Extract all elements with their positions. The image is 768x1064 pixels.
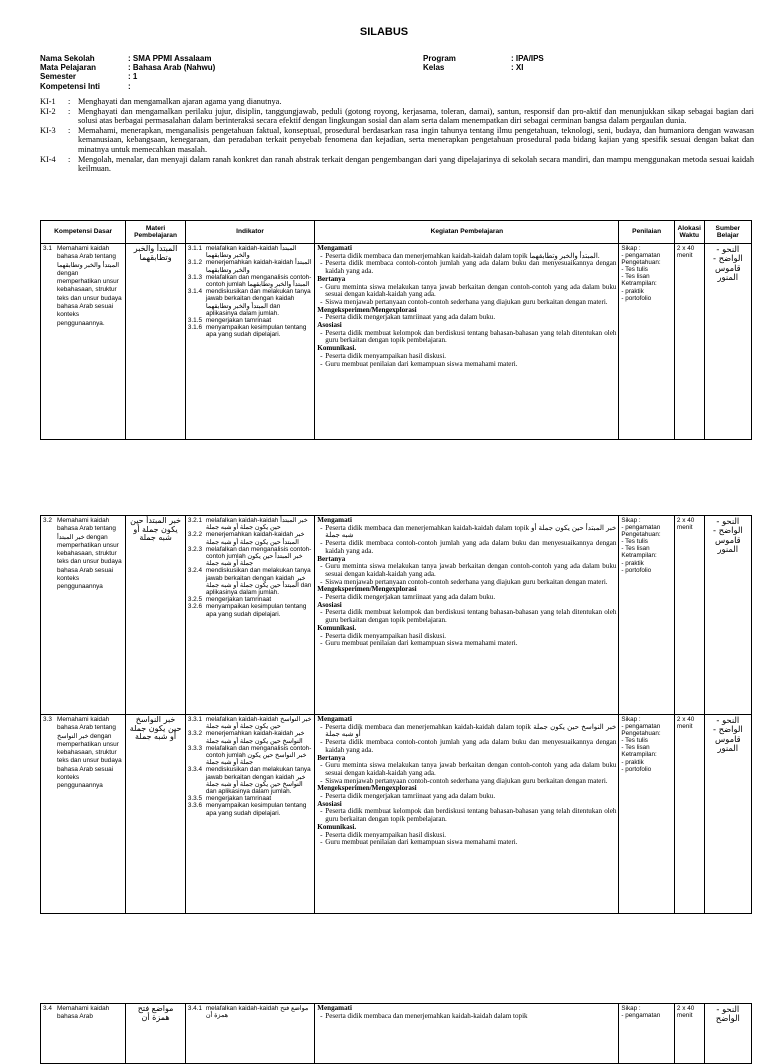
meta-value: : 1 [128, 72, 138, 82]
kegiatan-item [317, 284, 616, 299]
meta-key: Mata Pelajaran [40, 63, 97, 73]
syllabus-table-continued [40, 515, 752, 914]
indikator-text: melafalkan dan menganalisis contoh-contoh jumlah خبر النواسخ حين يكون جملة أو شبه جملة [205, 744, 312, 767]
kegiatan-item [317, 839, 616, 847]
bullet-dash: - [320, 251, 323, 260]
indikator-text: melafalkan kaidah-kaidah مواضع فتح همزة أن [205, 1005, 309, 1020]
kegiatan-text: Peserta didik mengerjakan tamriinaat yang ada dalam buku. [325, 593, 496, 602]
kegiatan-item [317, 808, 616, 823]
table-row [41, 244, 752, 440]
indikator-number: 3.1.6 [187, 324, 203, 332]
meta-key: Nama Sekolah [40, 54, 95, 63]
bullet-dash: - [320, 328, 323, 337]
kegiatan-text: Peserta didik menyampaikan hasil diskusi. [325, 830, 447, 839]
indikator-number: 3.2.1 [187, 517, 203, 524]
ki-label: KI-4 [40, 154, 56, 164]
penilaian-item: Sikap : [621, 245, 641, 252]
kegiatan-text: Peserta didik membuat kelompok dan berdiskusi tentang bahasan-bahasan yang telah ditentukan oleh guru berkaitan dengan topik pembelajaran. [325, 807, 617, 824]
indikator-number: 3.3.2 [187, 730, 203, 738]
bullet-dash: - [320, 523, 323, 532]
kegiatan-text: Peserta didik membaca dan menerjemahkan kaidah-kaidah dalam topik [325, 1011, 528, 1020]
sumber-belajar-cell: - النحو الواضح - قاموس المنور [704, 516, 751, 715]
penilaian-item: Pengetahuan: [621, 730, 661, 738]
kompetensi-inti-list [40, 97, 754, 174]
indikator-item [188, 531, 312, 545]
kegiatan-item [317, 330, 616, 345]
penilaian-item: - praktik [621, 287, 644, 295]
kd-number: 3.1 [43, 245, 52, 252]
indikator-item [188, 1005, 312, 1019]
indikator-number: 3.2.5 [187, 596, 203, 604]
indikator-number: 3.3.1 [187, 716, 203, 723]
indikator-number: 3.3.6 [187, 802, 203, 810]
indikator-text: mendiskusikan dan melakukan tanya jawab berkaitan dengan kaidah المبتدأ والخبر وتطابقهما dan aplikasinya dalam jumlah. [205, 288, 311, 317]
indikator-item [188, 716, 312, 730]
penilaian-item: Ketrampilan: [621, 552, 657, 560]
bullet-dash: - [320, 776, 323, 785]
kegiatan-heading: Bertanya [317, 753, 346, 762]
indikator-item [188, 317, 312, 324]
indikator-item [188, 795, 312, 802]
indikator-number: 3.4.1 [187, 1005, 203, 1012]
bullet-dash: - [320, 761, 323, 770]
indikator-item [188, 324, 312, 338]
meta-value: : IPA/IPS [511, 54, 544, 63]
kegiatan-text: Peserta didik membaca contoh-contoh jumlah yang ada dalam buku dan menyesuaikannya dengan kaidah yang ada. [325, 259, 617, 276]
meta-value: : [128, 81, 131, 91]
kegiatan-item [317, 762, 616, 777]
indikator-text: menyampaikan kesimpulan tentang apa yang sudah dipelajari. [205, 324, 307, 339]
indikator-number: 3.1.4 [187, 288, 203, 296]
kegiatan-item [317, 314, 616, 322]
kegiatan-text: Guru meminta siswa melakukan tanya jawab berkaitan dengan contoh-contoh yang ada dalam buku sesuai dengan kaidah-kaidah yang ada. [325, 761, 617, 777]
kompetensi-dasar-cell [41, 715, 126, 914]
kegiatan-text: Peserta didik menyampaikan hasil diskusi. [325, 631, 447, 640]
document-meta [40, 54, 544, 91]
meta-key: Program [423, 54, 456, 63]
kegiatan-heading: Mengeksperimen/Mengexplorasi [317, 305, 417, 314]
indikator-text: melafalkan kaidah-kaidah المبتدأ والخبر وتطابقهما [205, 245, 297, 260]
indikator-text: menerjemahkan kaidah-kaidah خبر المبتدأ حين يكون جملة أو شبه جملة [205, 531, 305, 546]
indikator-number: 3.1.5 [187, 317, 203, 325]
penilaian-item: - praktik [621, 758, 644, 766]
indikator-cell [185, 244, 314, 440]
kegiatan-item [317, 525, 616, 540]
kegiatan-text: Guru meminta siswa melakukan tanya jawab berkaitan dengan contoh-contoh yang ada dalam buku sesuai dengan kaidah-kaidah yang ada. [325, 562, 617, 578]
bullet-dash: - [320, 807, 323, 816]
penilaian-item: Sikap : [621, 716, 641, 723]
indikator-number: 3.3.4 [187, 766, 203, 774]
indikator-text: menyampaikan kesimpulan tentang apa yang sudah dipelajari. [205, 603, 307, 618]
header-alokasi-waktu: Alokasi Waktu [674, 221, 704, 244]
kegiatan-heading: Komunikasi. [317, 623, 357, 632]
ki-label: KI-1 [40, 97, 56, 106]
indikator-text: menerjemahkan kaidah-kaidah خبر النواسخ حين يكون جملة أو شبه جملة [205, 730, 305, 745]
penilaian-item: - portofolio [621, 566, 652, 574]
indikator-number: 3.3.5 [187, 795, 203, 803]
kegiatan-item [317, 793, 616, 801]
indikator-text: menerjemahkan kaidah-kaidah المبتدأ والخبر وتطابقهما [205, 259, 312, 274]
bullet-dash: - [320, 562, 323, 571]
meta-value: : SMA PPMI Assalaam [128, 54, 212, 63]
kompetensi-dasar-cell [41, 1004, 126, 1064]
indikator-number: 3.2.4 [187, 567, 203, 575]
indikator-number: 3.3.3 [187, 744, 203, 752]
bullet-dash: - [320, 359, 323, 368]
bullet-dash: - [320, 259, 323, 268]
ki-text: Menghayati dan mengamalkan perilaku jujur, disiplin, tanggungjawab, peduli (gotong royong, kerjasama, toleran, damai), santun, responsif dan pro-aktif dan menunjukkan sikap sebagai bagian dari solusi atas berbagai permasalahan dalam berinteraksi secara efektif dengan lingkungan sosial dan alam serta dalam menempatkan diri sebagai cerminan bangsa dalam pergaulan dunia. [78, 106, 754, 126]
alokasi-waktu-cell: 2 x 40 menit [674, 1004, 704, 1064]
indikator-number: 3.2.2 [187, 531, 203, 539]
meta-key: Semester [40, 72, 77, 82]
indikator-text: melafalkan dan menganalisis contoh-contoh jumlah المبتدأ والخبر وتطابقهما [205, 273, 312, 289]
kegiatan-text: Guru membuat penilaian dari kemampuan siswa memahami materi. [325, 838, 518, 847]
kegiatan-cell [315, 715, 619, 914]
penilaian-item: - praktik [621, 559, 644, 567]
kegiatan-heading: Asosiasi [317, 799, 342, 808]
penilaian-item: - Tes tulis [621, 266, 648, 274]
indikator-number: 3.1.1 [187, 245, 203, 252]
meta-key: Kompetensi Inti [40, 81, 101, 91]
penilaian-cell [619, 715, 674, 914]
kegiatan-heading: Asosiasi [317, 600, 342, 609]
kegiatan-heading: Mengeksperimen/Mengexplorasi [317, 585, 417, 594]
bullet-dash: - [320, 351, 323, 360]
indikator-item [188, 745, 312, 767]
kegiatan-text: Peserta didik mengerjakan tamriinaat yang ada dalam buku. [325, 313, 496, 322]
bullet-dash: - [320, 608, 323, 617]
indikator-item [188, 517, 312, 531]
penilaian-item: Ketrampilan: [621, 751, 657, 759]
kegiatan-heading: Mengamati [317, 516, 352, 524]
indikator-item [188, 274, 312, 288]
bullet-dash: - [320, 738, 323, 747]
header-indikator: Indikator [185, 221, 314, 244]
penilaian-item: Ketrampilan: [621, 280, 657, 288]
indikator-text: melafalkan dan menganalisis contoh-contoh jumlah خبر المبتدأ حين يكون جملة أو شبه جملة [205, 545, 312, 568]
alokasi-waktu-cell: 2 x 40 menit [674, 516, 704, 715]
syllabus-table-next-page [40, 1003, 752, 1064]
penilaian-item: - portofolio [621, 294, 652, 302]
meta-value: : Bahasa Arab (Nahwu) [128, 63, 216, 73]
kd-text: Memahami kaidah bahasa Arab tentang خبر المبتدأ dengan memperhatikan unsur kebahasaan, struktur teks dan unsur budaya bahasa Arab sesuai konteks penggunaannya [57, 517, 122, 591]
kegiatan-heading: Mengeksperimen/Mengexplorasi [317, 784, 417, 793]
indikator-text: melafalkan kaidah-kaidah خبر المبتدأ حين يكون جملة أو شبه جملة [205, 517, 308, 532]
ki-colon: : [68, 125, 71, 135]
table-row [41, 715, 752, 914]
kegiatan-text: Peserta didik membaca contoh-contoh jumlah yang ada dalam buku dan menyesuaikannya dengan kaidah yang ada. [325, 539, 617, 555]
indikator-text: mengerjakan tamrinaat [205, 596, 272, 604]
bullet-dash: - [320, 792, 323, 801]
kegiatan-item [317, 594, 616, 602]
kegiatan-item [317, 563, 616, 578]
kd-number: 3.3 [43, 716, 52, 723]
penilaian-cell [619, 244, 674, 440]
kd-text: Memahami kaidah bahasa Arab tentang المبتدأ والخبر وتطابقهما dengan memperhatikan unsur kebahasaan, struktur teks dan unsur budaya bahasa Arab sesuai konteks penggunaannya. [57, 245, 122, 327]
kegiatan-cell [315, 244, 619, 440]
syllabus-table [40, 220, 752, 440]
meta-value: : XI [511, 63, 524, 73]
indikator-item [188, 730, 312, 744]
ki-item [40, 155, 754, 174]
indikator-number: 3.2.3 [187, 545, 203, 553]
bullet-dash: - [320, 722, 323, 731]
kegiatan-heading: Mengamati [317, 715, 352, 723]
ki-text: Mengolah, menalar, dan menyaji dalam ranah konkret dan ranah abstrak terkait dengan pengembangan dari yang dipelajarinya di sekolah secara mandiri, dan mampu menggunakan metoda sesuai kaidah keilmuan. [78, 154, 754, 174]
penilaian-item: Sikap : [621, 1005, 641, 1012]
indikator-item [188, 802, 312, 816]
penilaian-cell [619, 516, 674, 715]
penilaian-item: Sikap : [621, 517, 641, 524]
alokasi-waktu-cell: 2 x 40 menit [674, 244, 704, 440]
sumber-belajar-cell: - النحو الواضح [704, 1004, 751, 1064]
sumber-belajar-cell: - النحو الواضح - قاموس المنور [704, 715, 751, 914]
kegiatan-heading: Bertanya [317, 554, 346, 563]
kegiatan-text: Peserta didik membaca contoh-contoh jumlah yang ada dalam buku dan menyesuaikannya dengan kaidah yang ada. [325, 738, 617, 754]
kegiatan-cell [315, 516, 619, 715]
indikator-number: 3.2.6 [187, 603, 203, 611]
kegiatan-item [317, 739, 616, 754]
kd-text: Memahami kaidah bahasa Arab [57, 1005, 110, 1021]
indikator-text: mendiskusikan dan melakukan tanya jawab berkaitan dengan kaidah خبر المبتدأ حين يكون جملة أو شبه جملة dan aplikasinya dalam jumlah. [205, 567, 312, 597]
penilaian-item: - pengamatan [621, 252, 661, 260]
indikator-text: menyampaikan kesimpulan tentang apa yang sudah dipelajari. [205, 802, 307, 817]
kegiatan-item [317, 540, 616, 555]
indikator-item [188, 245, 312, 259]
kegiatan-text: Peserta didik membaca dan menerjemahkan kaidah-kaidah dalam topik خبر النواسخ حين يكون جملة أو شبه جملة [325, 722, 617, 739]
indikator-item [188, 288, 312, 317]
bullet-dash: - [320, 830, 323, 839]
bullet-dash: - [320, 313, 323, 322]
penilaian-item: Pengetahuan: [621, 259, 661, 267]
penilaian-item: - Tes tulis [621, 737, 648, 745]
ki-label: KI-3 [40, 125, 56, 135]
kegiatan-heading: Asosiasi [317, 321, 342, 330]
kegiatan-heading: Komunikasi. [317, 822, 357, 831]
header-penilaian: Penilaian [619, 221, 674, 244]
penilaian-item: - Tes lisan [621, 273, 650, 281]
kegiatan-item [317, 361, 616, 369]
kegiatan-item [317, 260, 616, 275]
bullet-dash: - [320, 593, 323, 602]
kegiatan-item [317, 640, 616, 648]
indikator-cell [185, 1004, 314, 1064]
ki-colon: : [68, 154, 71, 164]
kegiatan-heading: Bertanya [317, 274, 346, 283]
bullet-dash: - [320, 1011, 323, 1020]
kegiatan-text: Peserta didik membaca dan menerjemahkan kaidah-kaidah dalam topik خبر المبتدأ حين يكون جملة أو شبه جملة [325, 523, 617, 540]
table-row [41, 516, 752, 715]
bullet-dash: - [320, 282, 323, 291]
kegiatan-item [317, 609, 616, 624]
indikator-item [188, 259, 312, 273]
table-header-row [41, 221, 752, 244]
penilaian-item: Pengetahuan: [621, 531, 661, 539]
kegiatan-text: Peserta didik membaca dan menerjemahkan kaidah-kaidah dalam topik المبتدأ والخبر وتطابقهما. [325, 251, 600, 260]
penilaian-item: - Tes lisan [621, 545, 650, 553]
ki-colon: : [68, 97, 71, 106]
penilaian-item: - pengamatan [621, 1012, 661, 1020]
kegiatan-cell [315, 1004, 619, 1064]
penilaian-item: - pengamatan [621, 723, 661, 731]
ki-label: KI-2 [40, 106, 56, 116]
penilaian-cell [619, 1004, 674, 1064]
indikator-text: mengerjakan tamrinaat [205, 795, 272, 803]
kegiatan-heading: Mengamati [317, 244, 352, 252]
bullet-dash: - [320, 631, 323, 640]
penilaian-item: - pengamatan [621, 524, 661, 532]
ki-colon: : [68, 106, 71, 116]
meta-key: Kelas [423, 63, 445, 73]
materi-cell: خبر النواسخ حين يكون جملة أو شبه جملة [126, 715, 186, 914]
kegiatan-text: Guru membuat penilaian dari kemampuan siswa memahami materi. [325, 359, 518, 368]
bullet-dash: - [320, 297, 323, 306]
header-materi: Materi Pembelajaran [126, 221, 186, 244]
penilaian-item: - Tes lisan [621, 744, 650, 752]
bullet-dash: - [320, 577, 323, 586]
alokasi-waktu-cell: 2 x 40 menit [674, 715, 704, 914]
kegiatan-item [317, 1013, 616, 1021]
kegiatan-heading: Komunikasi. [317, 344, 357, 353]
page-title: SILABUS [359, 26, 409, 38]
indikator-item [188, 603, 312, 617]
sumber-belajar-cell: - النحو الواضح - قاموس المنور [704, 244, 751, 440]
ki-text: Memahami, menerapkan, menganalisis pengetahuan faktual, konseptual, prosedural berdasarkan rasa ingin tahunya tentang ilmu pengetahuan, teknologi, seni, budaya, dan humaniora dengan wawasan kemanusiaan, kebangsaan, kenegaraan, dan peradaban terkait penyebab fenomena dan kejadian, serta menerapkan pengetahuan prosedural pada bidang kajian yang spesifik sesuai dengan bakat dan minatnya untuk memecahkan masalah. [78, 125, 754, 154]
header-kompetensi-dasar: Kompetensi Dasar [41, 221, 126, 244]
kd-text: Memahami kaidah bahasa Arab tentang خبر النواسخ dengan memperhatikan unsur kebahasaan, struktur teks dan unsur budaya bahasa Arab sesuai konteks penggunaannya [57, 716, 122, 790]
kegiatan-text: Peserta didik mengerjakan tamriinaat yang ada dalam buku. [325, 792, 496, 801]
indikator-item [188, 596, 312, 603]
indikator-text: melafalkan kaidah-kaidah خبر النواسخ حين يكون جملة أو شبه جملة [205, 716, 312, 731]
ki-item [40, 126, 754, 155]
penilaian-item: - portofolio [621, 765, 652, 773]
indikator-number: 3.1.2 [187, 259, 203, 267]
kegiatan-item [317, 724, 616, 739]
kompetensi-dasar-cell [41, 244, 126, 440]
indikator-text: mengerjakan tamrinaat [205, 317, 272, 325]
ki-item [40, 97, 754, 107]
ki-text: Menghayati dan mengamalkan ajaran agama yang dianutnya. [78, 97, 282, 106]
indikator-cell [185, 516, 314, 715]
header-kegiatan: Kegiatan Pembelajaran [315, 221, 619, 244]
materi-cell: خبر المبتدأ حين يكون جملة أو شبه جملة [126, 516, 186, 715]
indikator-text: mendiskusikan dan melakukan tanya jawab berkaitan dengan kaidah خبر النواسخ حين يكون جملة أو شبه جملة dan aplikasinya dalam jumlah. [205, 766, 311, 796]
kegiatan-text: Siswa menjawab pertanyaan contoh-contoh sederhana yang diajukan guru berkaitan dengan materi. [325, 776, 608, 785]
materi-cell: مواضع فتح همزة أن [126, 1004, 186, 1064]
kompetensi-dasar-cell [41, 516, 126, 715]
materi-cell: المبتدأ والخبر وتطابقهما [126, 244, 186, 440]
kegiatan-text: Siswa menjawab pertanyaan contoh-contoh sederhana yang diajukan guru berkaitan dengan materi. [325, 297, 608, 306]
kegiatan-text: Siswa menjawab pertanyaan contoh-contoh sederhana yang diajukan guru berkaitan dengan materi. [325, 577, 608, 586]
indikator-number: 3.1.3 [187, 273, 203, 281]
kegiatan-text: Guru membuat penilaian dari kemampuan siswa memahami materi. [325, 639, 518, 648]
kegiatan-heading: Mengamati [317, 1004, 352, 1012]
kd-number: 3.2 [43, 517, 52, 524]
kegiatan-text: Peserta didik menyampaikan hasil diskusi. [325, 351, 447, 360]
indikator-item [188, 766, 312, 795]
kegiatan-text: Peserta didik membuat kelompok dan berdiskusi tentang bahasan-bahasan yang telah ditentukan oleh guru berkaitan dengan topik pembelajaran. [325, 328, 617, 345]
indikator-item [188, 546, 312, 568]
ki-item [40, 107, 754, 126]
header-sumber-belajar: Sumber Belajar [704, 221, 751, 244]
kegiatan-text: Guru meminta siswa melakukan tanya jawab berkaitan dengan contoh-contoh yang ada dalam buku sesuai dengan kaidah-kaidah yang ada. [325, 282, 617, 299]
bullet-dash: - [320, 539, 323, 548]
indikator-item [188, 567, 312, 596]
indikator-cell [185, 715, 314, 914]
table-row [41, 1004, 752, 1064]
kegiatan-text: Peserta didik membuat kelompok dan berdiskusi tentang bahasan-bahasan yang telah ditentukan oleh guru berkaitan dengan topik pembelajaran. [325, 608, 617, 625]
penilaian-item: - Tes tulis [621, 538, 648, 546]
bullet-dash: - [320, 639, 323, 648]
kd-number: 3.4 [43, 1005, 52, 1012]
bullet-dash: - [320, 838, 323, 847]
